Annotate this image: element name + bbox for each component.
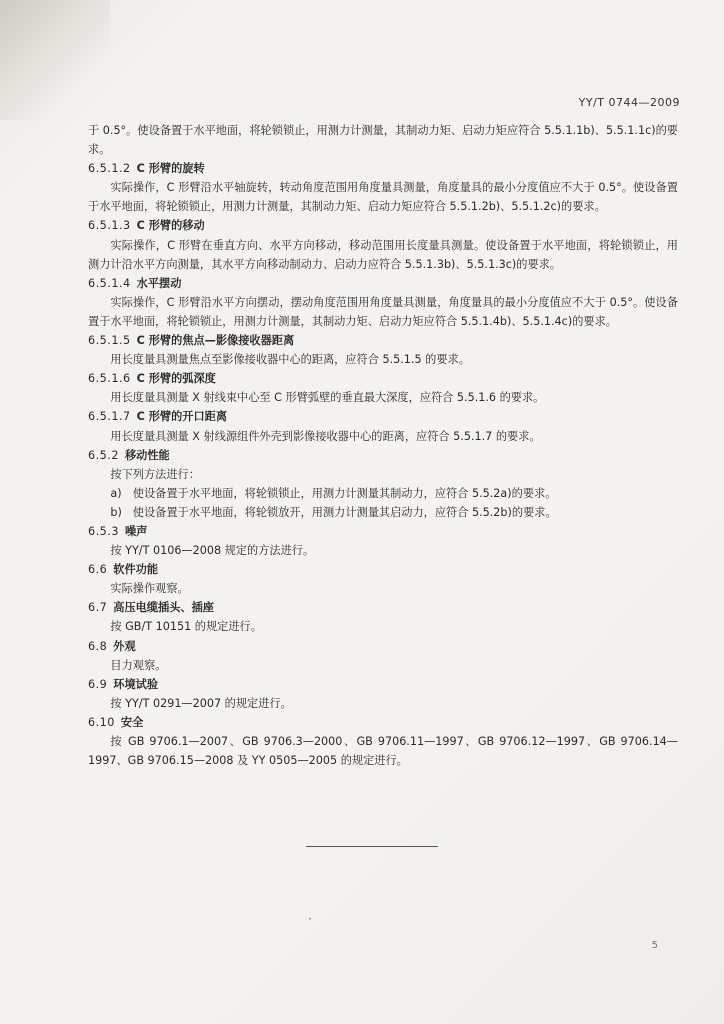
- section-title: C 形臂的焦点—影像接收器距离: [136, 334, 295, 348]
- section-number: 6.5.3: [88, 524, 119, 538]
- page-fold-shadow: [0, 0, 110, 120]
- section-title: C 形臂的移动: [136, 219, 205, 233]
- section-heading: [88, 407, 678, 426]
- section-title: 移动性能: [124, 448, 170, 462]
- standard-code: YY/T 0744—2009: [578, 96, 680, 109]
- section-heading: [88, 274, 678, 293]
- paragraph: 用长度量具测量 X 射线源组件外壳到影像接收器中心的距离，应符合 5.5.1.7 的要求。: [110, 429, 541, 443]
- section-title: 软件功能: [113, 563, 159, 577]
- section-title: C 形臂的开口距离: [136, 410, 228, 424]
- section-heading: [88, 637, 678, 656]
- paragraph: 按 YY/T 0291—2007 的规定进行。: [110, 696, 292, 710]
- section-title: 环境试验: [113, 677, 159, 691]
- section-heading: [88, 598, 678, 617]
- paragraph: 用长度量具测量焦点至影像接收器中心的距离，应符合 5.5.1.5 的要求。: [110, 353, 470, 367]
- section-title: 高压电缆插头、插座: [113, 601, 214, 615]
- list-item: [88, 484, 678, 503]
- section-number: 6.5.1.2: [88, 162, 131, 176]
- section-heading: [88, 331, 678, 350]
- section-heading: [88, 216, 678, 235]
- section-title: C 形臂的旋转: [136, 162, 205, 176]
- paragraph: 实际操作观察。: [110, 582, 189, 596]
- section-title: 噪声: [124, 524, 148, 538]
- paragraph: 实际操作，C 形臂在垂直方向、水平方向移动，移动范围用长度量具测量。使设备置于水平地面，将轮锁锁止，用测力计沿水平方向测量，其水平方向移动制动力、启动力应符合 5.5.1.3b)、5.5.1.3c)的要求。: [88, 238, 678, 271]
- list-marker: a): [110, 486, 122, 500]
- section-number: 6.9: [88, 677, 108, 691]
- section-number: 6.6: [88, 563, 108, 577]
- section-number: 6.10: [88, 715, 115, 729]
- section-heading: [88, 446, 678, 465]
- section-number: 6.5.2: [88, 448, 119, 462]
- paragraph: 按 GB 9706.1—2007、GB 9706.3—2000、GB 9706.11—1997、GB 9706.12—1997、GB 9706.14—1997、GB 9706.15—2008 及 YY 0505—2005 的规定进行。: [88, 735, 678, 768]
- section-number: 6.5.1.7: [88, 410, 131, 424]
- page-number: 5: [651, 940, 658, 951]
- section-heading: [88, 675, 678, 694]
- paragraph: 目力观察。: [110, 658, 167, 672]
- section-heading: [88, 522, 678, 541]
- paragraph: 按下列方法进行：: [110, 467, 200, 481]
- end-rule: [306, 846, 438, 847]
- scan-mark: ·: [308, 912, 312, 926]
- section-title: 外观: [113, 639, 136, 653]
- paragraph: 按 GB/T 10151 的规定进行。: [110, 620, 262, 634]
- section-number: 6.5.1.5: [88, 334, 131, 348]
- document-body: [88, 121, 678, 770]
- section-number: 6.8: [88, 639, 108, 653]
- list-item-text: 使设备置于水平地面，将轮锁锁止，用测力计测量其制动力，应符合 5.5.2a)的要求。: [132, 486, 557, 500]
- paragraph: 用长度量具测量 X 射线束中心至 C 形臂弧壁的垂直最大深度，应符合 5.5.1.6 的要求。: [110, 391, 545, 405]
- paragraph: 实际操作，C 形臂沿水平轴旋转，转动角度范围用角度量具测量，角度量具的最小分度值应不大于 0.5°。使设备置于水平地面，将轮锁锁止，用测力计测量，其制动力矩、启动力矩应符合 5.5.1.2b)、5.5.1.2c)的要求。: [88, 181, 678, 214]
- section-number: 6.5.1.4: [88, 276, 131, 290]
- section-number: 6.7: [88, 601, 108, 615]
- section-heading: [88, 713, 678, 732]
- section-title: 安全: [120, 715, 144, 729]
- section-number: 6.5.1.3: [88, 219, 131, 233]
- section-heading: [88, 560, 678, 579]
- paragraph: 实际操作，C 形臂沿水平方向摆动，摆动角度范围用角度量具测量，角度量具的最小分度值应不大于 0.5°。使设备置于水平地面，将轮锁锁止，用测力计测量，其制动力矩、启动力矩应符合 5.5.1.4b)、5.5.1.4c)的要求。: [88, 295, 678, 328]
- paragraph: 按 YY/T 0106—2008 规定的方法进行。: [110, 544, 315, 558]
- section-heading: [88, 159, 678, 178]
- continued-paragraph: 于 0.5°。使设备置于水平地面，将轮锁锁止，用测力计测量，其制动力矩、启动力矩应符合 5.5.1.1b)、5.5.1.1c)的要求。: [88, 124, 678, 157]
- section-heading: [88, 369, 678, 388]
- section-title: 水平摆动: [136, 276, 182, 290]
- list-item: [88, 503, 678, 522]
- list-marker: b): [110, 505, 122, 519]
- section-number: 6.5.1.6: [88, 372, 131, 386]
- section-title: C 形臂的弧深度: [136, 372, 216, 386]
- list-item-text: 使设备置于水平地面，将轮锁放开，用测力计测量其启动力，应符合 5.5.2b)的要求。: [132, 505, 557, 519]
